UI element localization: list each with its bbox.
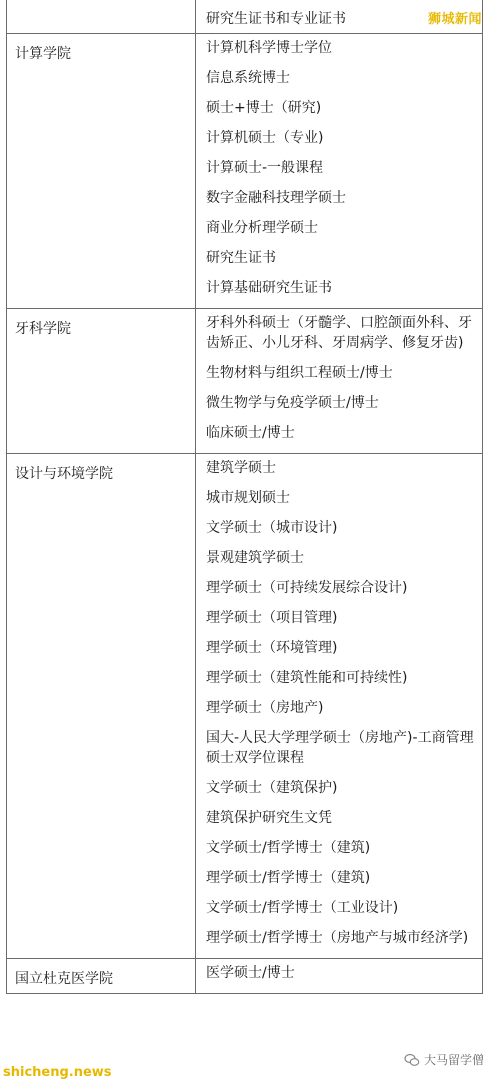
programs-table-body xyxy=(7,0,483,994)
program-item: 建筑学硕士 xyxy=(206,460,276,476)
table-row xyxy=(7,454,483,959)
program-item: 医学硕士/博士 xyxy=(206,965,295,981)
school-name: 计算学院 xyxy=(15,46,71,62)
program-item: 临床硕士/博士 xyxy=(206,425,295,441)
watermark-account-label: 大马留学僧 xyxy=(423,1053,484,1067)
program-item: 数字金融科技理学硕士 xyxy=(206,190,346,206)
table-row xyxy=(7,959,483,994)
watermark-account xyxy=(404,1051,484,1068)
programs-cell xyxy=(196,959,483,994)
program-item: 商业分析理学硕士 xyxy=(206,220,318,236)
program-item: 文学硕士（建筑保护) xyxy=(206,780,338,796)
programs-cell xyxy=(196,34,483,309)
program-item: 理学硕士/哲学博士（建筑) xyxy=(206,870,371,886)
school-cell xyxy=(7,34,196,309)
watermark-top: 狮城新闻 xyxy=(427,12,482,27)
watermark-site: shicheng.news xyxy=(3,1065,112,1080)
program-item: 理学硕士/哲学博士（房地产与城市经济学) xyxy=(206,930,469,946)
program-item: 理学硕士（建筑性能和可持续性) xyxy=(206,670,408,686)
program-item: 研究生证书 xyxy=(206,250,276,266)
program-item: 文学硕士/哲学博士（建筑) xyxy=(206,840,371,856)
program-item: 景观建筑学硕士 xyxy=(206,550,304,566)
school-cell xyxy=(7,309,196,454)
school-cell xyxy=(7,959,196,994)
program-item: 生物材料与组织工程硕士/博士 xyxy=(206,365,393,381)
program-item: 牙科外科硕士（牙髓学、口腔颌面外科、牙齿矫正、小儿牙科、牙周病学、修复牙齿) xyxy=(206,315,472,351)
school-name: 设计与环境学院 xyxy=(15,466,113,482)
program-item: 理学硕士（可持续发展综合设计) xyxy=(206,580,408,596)
school-name: 牙科学院 xyxy=(15,321,71,337)
programs-cell xyxy=(196,454,483,959)
program-item: 计算基础研究生证书 xyxy=(206,280,332,296)
program-item: 信息系统博士 xyxy=(206,70,290,86)
wechat-icon xyxy=(404,1052,420,1068)
school-cell xyxy=(7,0,196,34)
program-item: 文学硕士（城市设计) xyxy=(206,520,338,536)
programs-table xyxy=(6,0,483,994)
program-item: 国大-人民大学理学硕士（房地产)-工商管理硕士双学位课程 xyxy=(206,730,474,766)
programs-cell xyxy=(196,309,483,454)
table-row xyxy=(7,34,483,309)
school-cell xyxy=(7,454,196,959)
program-item: 城市规划硕士 xyxy=(206,490,290,506)
program-item: 研究生证书和专业证书 xyxy=(206,11,346,27)
program-item: 文学硕士/哲学博士（工业设计) xyxy=(206,900,399,916)
program-item: 计算硕士-一般课程 xyxy=(206,160,324,176)
program-item: 微生物学与免疫学硕士/博士 xyxy=(206,395,379,411)
program-item: 建筑保护研究生文凭 xyxy=(206,810,332,826)
program-item: 理学硕士（环境管理) xyxy=(206,640,338,656)
school-name: 国立杜克医学院 xyxy=(15,971,113,987)
table-row xyxy=(7,0,483,34)
program-item: 硕士+博士（研究) xyxy=(206,100,322,116)
program-item: 理学硕士（房地产) xyxy=(206,700,324,716)
program-item: 计算机硕士（专业) xyxy=(206,130,324,146)
program-item: 理学硕士（项目管理) xyxy=(206,610,338,626)
program-item: 计算机科学博士学位 xyxy=(206,40,332,56)
table-row xyxy=(7,309,483,454)
